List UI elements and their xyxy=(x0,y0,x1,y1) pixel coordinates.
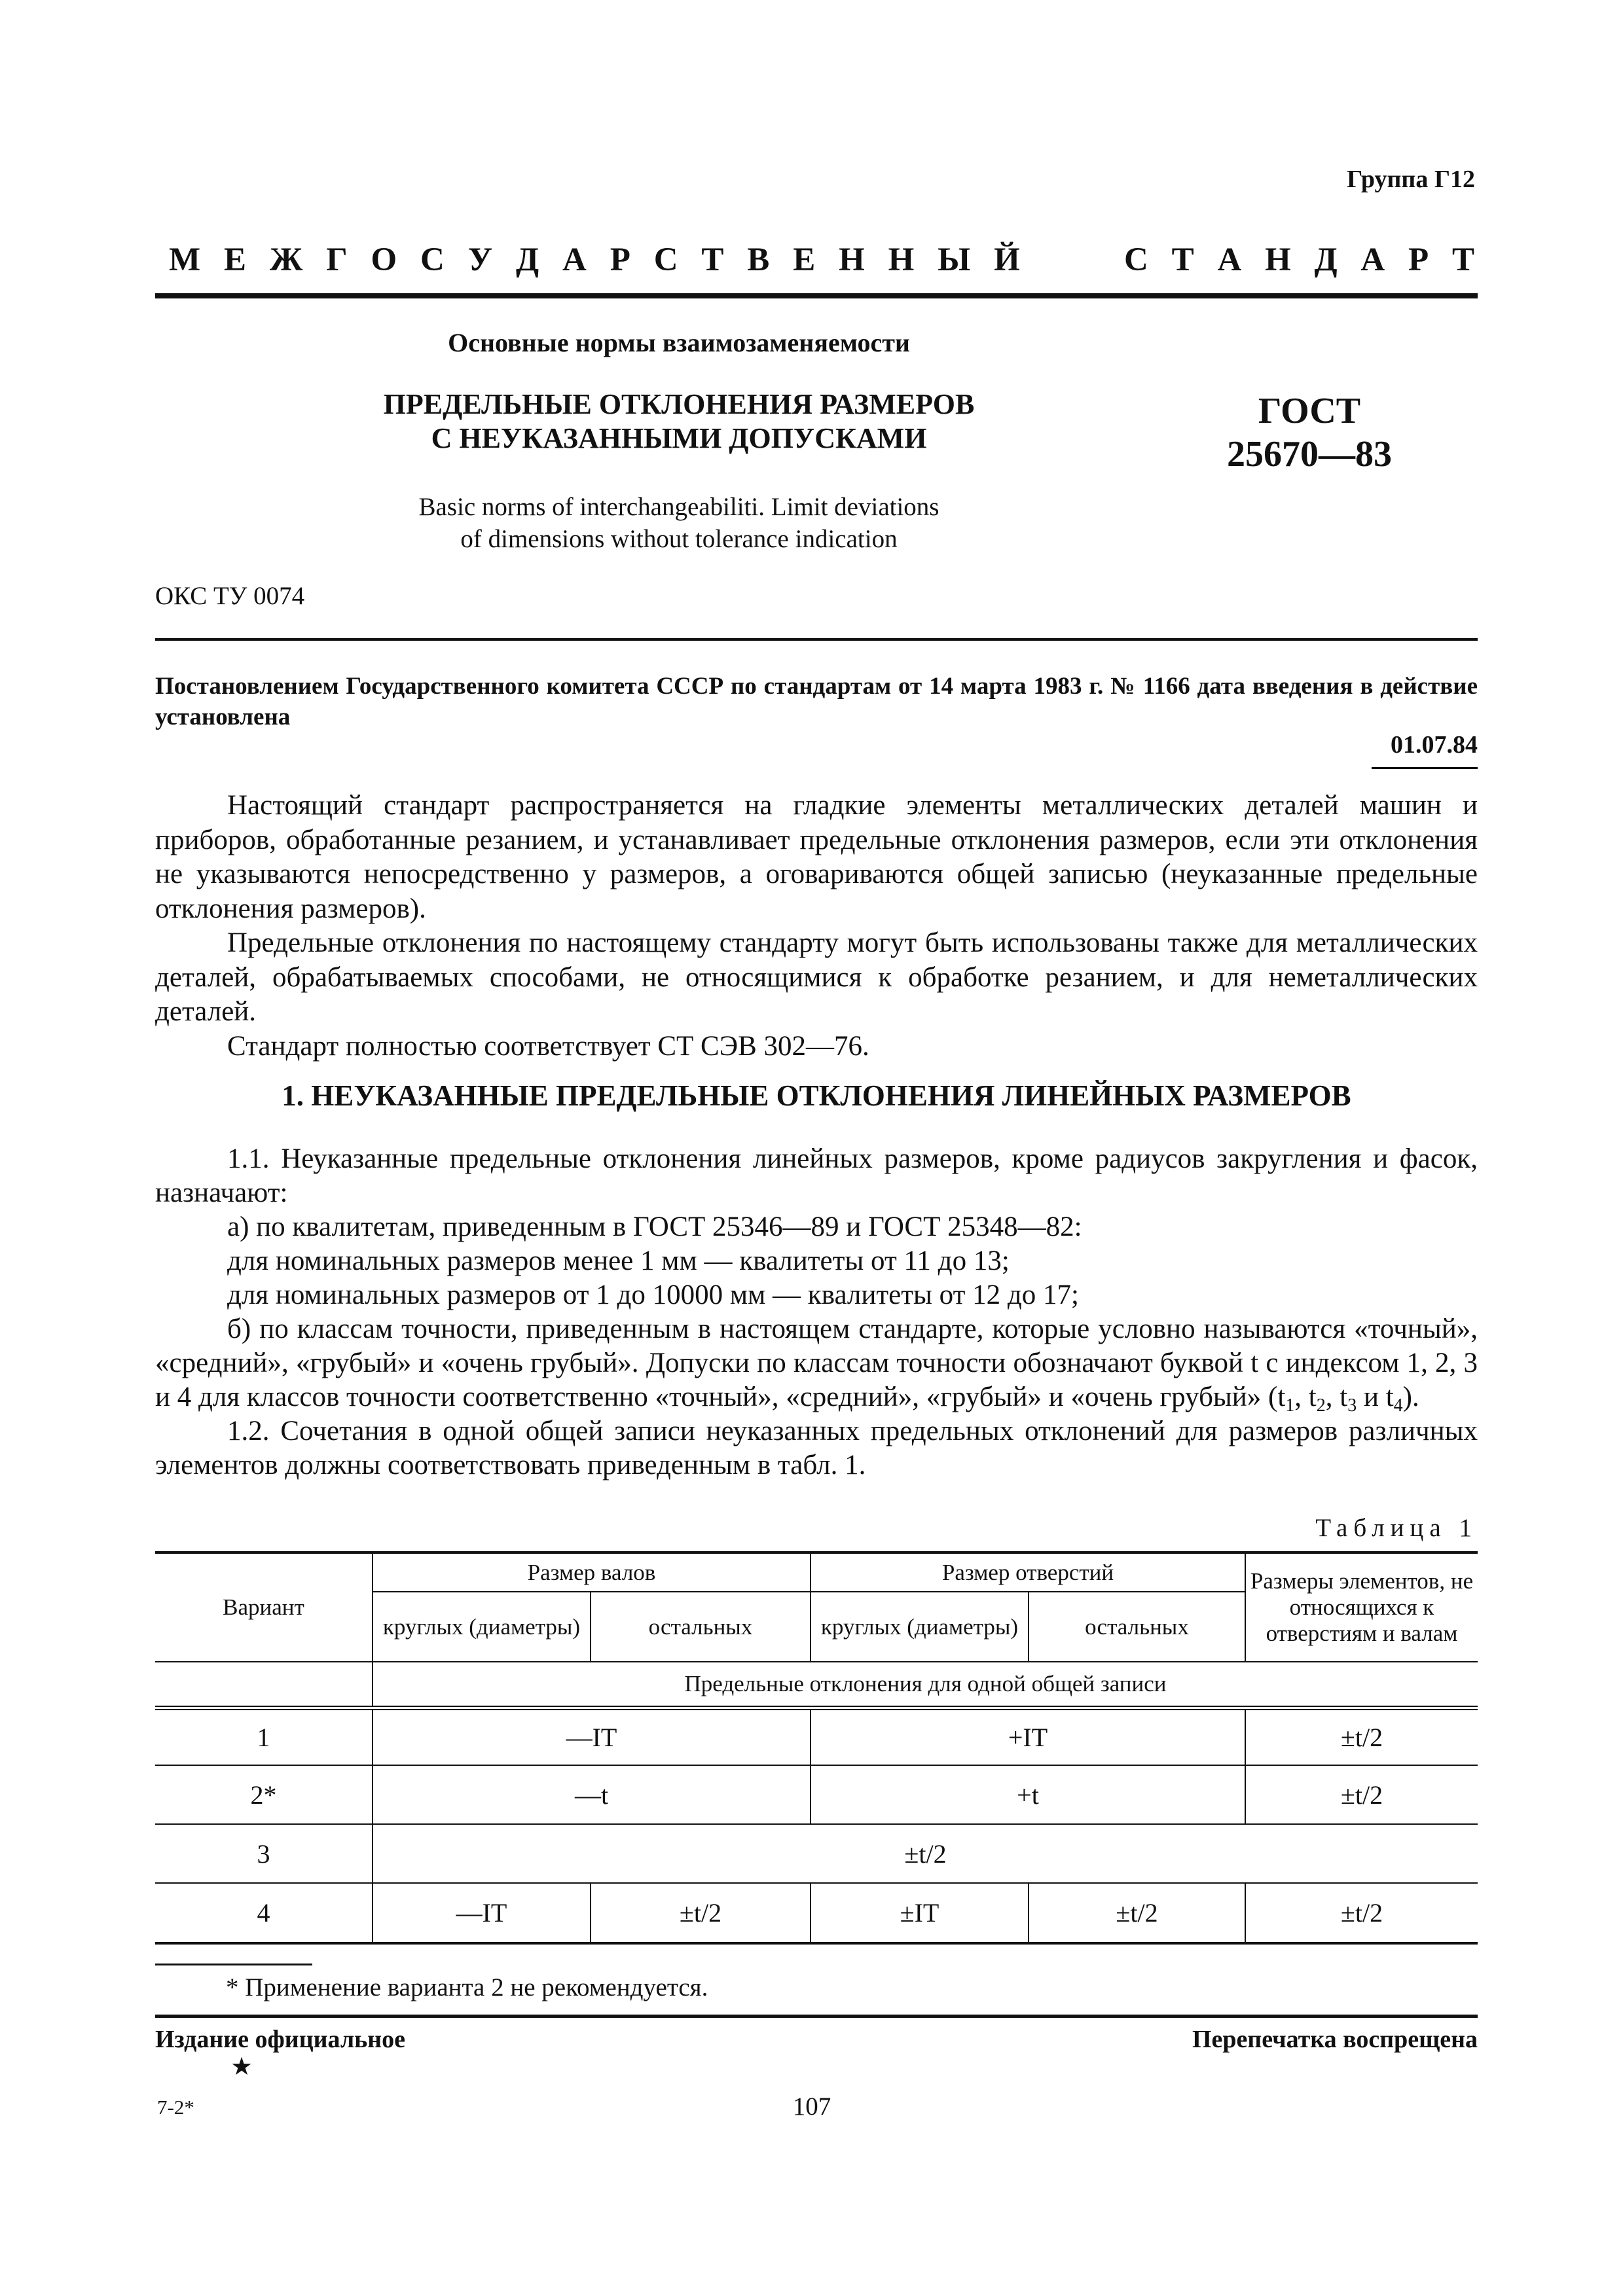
table-cell-holes: +IT xyxy=(811,1708,1245,1765)
tolerance-t3: $t_3$ xyxy=(1340,1382,1357,1416)
section-body xyxy=(155,1142,1478,1482)
table-cell-other: ±t/2 xyxy=(1245,1883,1478,1943)
paragraph: Стандарт полностью соответствует СТ СЭВ 302—76. xyxy=(227,1030,869,1062)
subheader-holes-other: остальных xyxy=(1029,1592,1245,1662)
group-code: Группа Г12 xyxy=(1347,166,1475,193)
paragraph: Предельные отклонения по настоящему стандарту могут быть использованы также для металлических деталей, обрабатываемых способами, не относящимися к обработке резанием, и для неметаллических деталей. xyxy=(155,927,1478,1027)
paragraph: 1.1. Неуказанные предельные отклонения линейных размеров, кроме радиусов закругления и фасок, назначают: xyxy=(155,1143,1478,1208)
table-cell-shafts: —t xyxy=(373,1765,811,1824)
document-title xyxy=(155,387,1203,456)
table-cell-shafts-round: —IT xyxy=(373,1883,591,1943)
reprint-notice: Перепечатка воспрещена xyxy=(1192,2026,1478,2053)
title-line: С НЕУКАЗАННЫМИ ДОПУСКАМИ xyxy=(431,422,927,454)
official-edition: Издание официальное xyxy=(155,2026,406,2053)
gost-number: 25670—83 xyxy=(1227,434,1392,475)
table-cell-all: ±t/2 xyxy=(373,1824,1478,1883)
star-icon: ★ xyxy=(230,2053,253,2081)
header-holes: Размер отверстий xyxy=(811,1552,1245,1592)
english-title-line: of dimensions without tolerance indication xyxy=(460,525,898,553)
table-cell-holes-other: ±t/2 xyxy=(1029,1883,1245,1943)
footnote-rule xyxy=(155,1964,312,1965)
print-code: 7-2* xyxy=(157,2096,194,2119)
gost-designation xyxy=(1192,389,1427,476)
table-cell-variant: 3 xyxy=(155,1824,373,1883)
footnote: * Применение варианта 2 не рекомендуется. xyxy=(226,1973,708,2001)
header-shafts: Размер валов xyxy=(373,1552,811,1592)
subheader-shafts-other: остальных xyxy=(591,1592,811,1662)
subheader-holes-round: круглых (диаметры) xyxy=(811,1592,1029,1662)
paragraph: б) по классам точности, приведенным в настоящем стандарте, которые условно называются «точный», «средний», «грубый» и «очень грубый». Допуски по классам точности обозначают буквой t с индексом 1, 2, 3 и 4 для классов точности соответственно «точный», «средний», «грубый» и «очень грубый» ($t_1$, $t_2$, $t_3$ и $t_4$). xyxy=(155,1314,1478,1416)
table-cell-variant: 4 xyxy=(155,1883,373,1943)
subheader-single-record: Предельные отклонения для одной общей записи xyxy=(373,1662,1478,1708)
header-other-elements: Размеры элементов, не относящихся к отверстиям и валам xyxy=(1245,1552,1478,1662)
deviation-table xyxy=(155,1551,1478,1945)
section-rule xyxy=(155,638,1478,641)
paragraph: для номинальных размеров от 1 до 10000 мм — квалитеты от 12 до 17; xyxy=(227,1280,1079,1310)
tolerance-t4: $t_4$ xyxy=(1385,1382,1403,1416)
table-cell-holes: +t xyxy=(811,1765,1245,1824)
header-rule xyxy=(155,293,1478,298)
header-variant: Вариант xyxy=(155,1552,373,1662)
table-cell-variant: 2* xyxy=(155,1765,373,1824)
paragraph: для номинальных размеров менее 1 мм — квалитеты от 11 до 13; xyxy=(227,1246,1010,1276)
english-title xyxy=(155,491,1203,555)
table-cell-shafts: —IT xyxy=(373,1708,811,1765)
table-cell-shafts-other: ±t/2 xyxy=(591,1883,811,1943)
page-number: 107 xyxy=(792,2092,831,2121)
table-cell-holes-round: ±IT xyxy=(811,1883,1029,1943)
title-line: ПРЕДЕЛЬНЫЕ ОТКЛОНЕНИЯ РАЗМЕРОВ xyxy=(383,388,975,420)
banner-interstate: М Е Ж Г О С У Д А Р С Т В Е Н Н Ы Й xyxy=(169,242,1020,278)
table-cell-other: ±t/2 xyxy=(1245,1765,1478,1824)
gost-label: ГОСТ xyxy=(1258,391,1361,431)
tolerance-t2: $t_2$ xyxy=(1308,1382,1326,1416)
classification-code: ОКС ТУ 0074 xyxy=(155,582,305,610)
paragraph: Настоящий стандарт распространяется на гладкие элементы металлических деталей машин и приборов, обработанные резанием, и устанавливает предельные отклонения размеров, если эти отклонения не указываются непосредственно у размеров, а оговариваются общей записью (неуказанные предельные отклонения размеров). xyxy=(155,790,1478,924)
paragraph: 1.2. Сочетания в одной общей записи неуказанных предельных отклонений для размеров различных элементов должны соответствовать приведенным в табл. 1. xyxy=(155,1416,1478,1480)
english-title-line: Basic norms of interchangeabiliti. Limit deviations xyxy=(418,493,939,521)
empty-cell xyxy=(155,1662,373,1708)
tolerance-t1: $t_1$ xyxy=(1277,1382,1295,1416)
date-underline xyxy=(1372,767,1478,769)
text-run: б) по классам точности, приведенным в настоящем стандарте, которые условно называются «точный», «средний», «грубый» и «очень грубый». Допуски по классам точности обозначают буквой t с индексом 1, 2, 3 и 4 для классов точности соответственно «точный», «средний», «грубый» и «очень грубый» ( xyxy=(155,1314,1478,1412)
decree-text: Постановлением Государственного комитета СССР по стандартам от 14 марта 1983 г. № 1166 дата введения в действие установлена xyxy=(155,673,1478,730)
footer-rule xyxy=(155,2015,1478,2018)
series-title: Основные нормы взаимозаменяемости xyxy=(448,328,910,357)
subheader-shafts-round: круглых (диаметры) xyxy=(373,1592,591,1662)
table-caption: Таблица 1 xyxy=(1315,1514,1478,1542)
introduction xyxy=(155,789,1478,1064)
paragraph: а) по квалитетам, приведенным в ГОСТ 25346—89 и ГОСТ 25348—82: xyxy=(227,1211,1082,1242)
section-heading: 1. НЕУКАЗАННЫЕ ПРЕДЕЛЬНЫЕ ОТКЛОНЕНИЯ ЛИНЕЙНЫХ РАЗМЕРОВ xyxy=(282,1079,1351,1112)
table-cell-other: ±t/2 xyxy=(1245,1708,1478,1765)
banner-standard: С Т А Н Д А Р Т xyxy=(1124,242,1474,278)
standard-banner xyxy=(169,241,1474,279)
table-cell-variant: 1 xyxy=(155,1708,373,1765)
effective-date: 01.07.84 xyxy=(1391,731,1478,759)
